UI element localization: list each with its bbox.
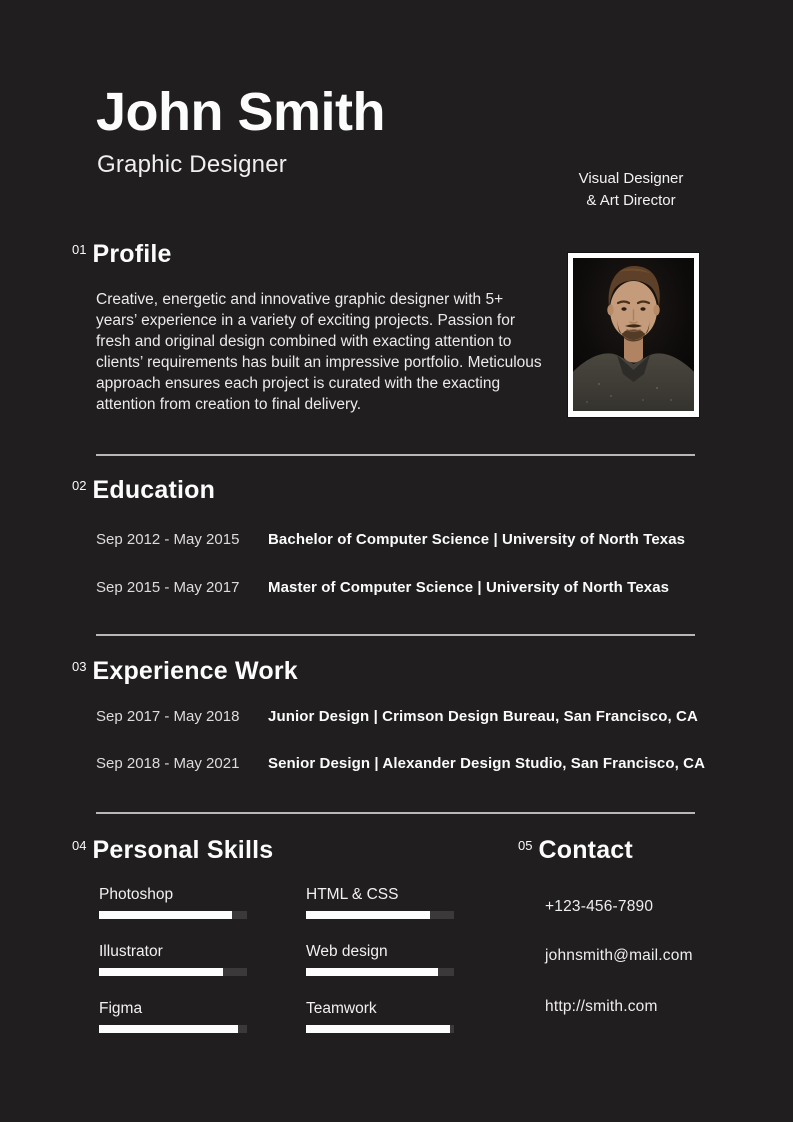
section-number: 02 bbox=[72, 478, 87, 493]
skill-bar-fill bbox=[99, 1025, 238, 1033]
skill-bar-fill bbox=[99, 968, 223, 976]
skill-label: Web design bbox=[306, 943, 388, 960]
skill-bar bbox=[306, 911, 454, 919]
section-number: 03 bbox=[72, 659, 87, 674]
section-divider bbox=[96, 634, 695, 636]
section-title: Education bbox=[92, 476, 216, 504]
person-name: John Smith bbox=[96, 82, 385, 142]
experience-description: Junior Design | Crimson Design Bureau, San Francisco, CA bbox=[268, 708, 698, 725]
section-title: Experience Work bbox=[92, 657, 298, 685]
section-profile-heading bbox=[72, 242, 172, 267]
contact-website: http://smith.com bbox=[545, 998, 658, 1015]
experience-dates: Sep 2018 - May 2021 bbox=[96, 755, 240, 772]
education-description: Master of Computer Science | University of North Texas bbox=[268, 579, 670, 596]
section-skills-heading bbox=[72, 838, 273, 863]
section-divider bbox=[96, 812, 695, 814]
skill-item bbox=[99, 886, 289, 919]
skill-bar bbox=[99, 968, 247, 976]
skill-label: HTML & CSS bbox=[306, 886, 399, 903]
skill-label: Illustrator bbox=[99, 943, 163, 960]
skill-bar-fill bbox=[306, 1025, 450, 1033]
profile-summary-text: Creative, energetic and innovative graphic designer with 5+ years’ experience in a variety of exciting projects. Passion for fresh and original design combined with exacting attention to clients’ requirements has built an impressive portfolio. Meticulous approach ensures each project is curated with the exacting attention from creation to final delivery. bbox=[96, 291, 542, 413]
section-number: 04 bbox=[72, 838, 87, 853]
skill-label: Photoshop bbox=[99, 886, 174, 903]
education-description: Bachelor of Computer Science | University of North Texas bbox=[268, 531, 686, 548]
section-number: 01 bbox=[72, 242, 87, 257]
skill-bar-fill bbox=[306, 911, 430, 919]
section-number: 05 bbox=[518, 838, 533, 853]
skill-bar-fill bbox=[99, 911, 232, 919]
section-title: Contact bbox=[538, 836, 633, 864]
education-dates: Sep 2012 - May 2015 bbox=[96, 531, 240, 548]
section-experience-heading bbox=[72, 659, 298, 684]
tagline-line-2: & Art Director bbox=[586, 191, 676, 209]
education-row bbox=[96, 579, 716, 597]
skill-item bbox=[306, 886, 496, 919]
contact-email: johnsmith@mail.com bbox=[545, 947, 693, 964]
contact-phone: +123-456-7890 bbox=[545, 898, 654, 915]
experience-description: Senior Design | Alexander Design Studio, San Francisco, CA bbox=[268, 755, 706, 772]
section-contact-heading bbox=[518, 838, 633, 863]
skill-item bbox=[306, 1000, 496, 1033]
skill-bar-fill bbox=[306, 968, 438, 976]
skill-item bbox=[99, 943, 289, 976]
skill-bar bbox=[99, 1025, 247, 1033]
portrait-photo bbox=[573, 258, 694, 411]
tagline bbox=[566, 168, 696, 211]
skills-column-right bbox=[306, 886, 496, 1057]
skill-item bbox=[99, 1000, 289, 1033]
portrait-photo-frame bbox=[568, 253, 699, 417]
section-divider bbox=[96, 454, 695, 456]
experience-row bbox=[96, 708, 736, 726]
skill-label: Figma bbox=[99, 1000, 143, 1017]
experience-row bbox=[96, 755, 736, 773]
skill-label: Teamwork bbox=[306, 1000, 377, 1017]
tagline-line-1: Visual Designer bbox=[578, 170, 684, 187]
section-title: Profile bbox=[92, 240, 172, 268]
education-row bbox=[96, 531, 716, 549]
skill-bar bbox=[306, 968, 454, 976]
skill-bar bbox=[306, 1025, 454, 1033]
skill-item bbox=[306, 943, 496, 976]
experience-dates: Sep 2017 - May 2018 bbox=[96, 708, 240, 725]
education-dates: Sep 2015 - May 2017 bbox=[96, 579, 240, 596]
section-education-heading bbox=[72, 478, 215, 503]
person-role: Graphic Designer bbox=[97, 151, 287, 178]
section-title: Personal Skills bbox=[92, 836, 274, 864]
skills-column-left bbox=[99, 886, 289, 1057]
skill-bar bbox=[99, 911, 247, 919]
